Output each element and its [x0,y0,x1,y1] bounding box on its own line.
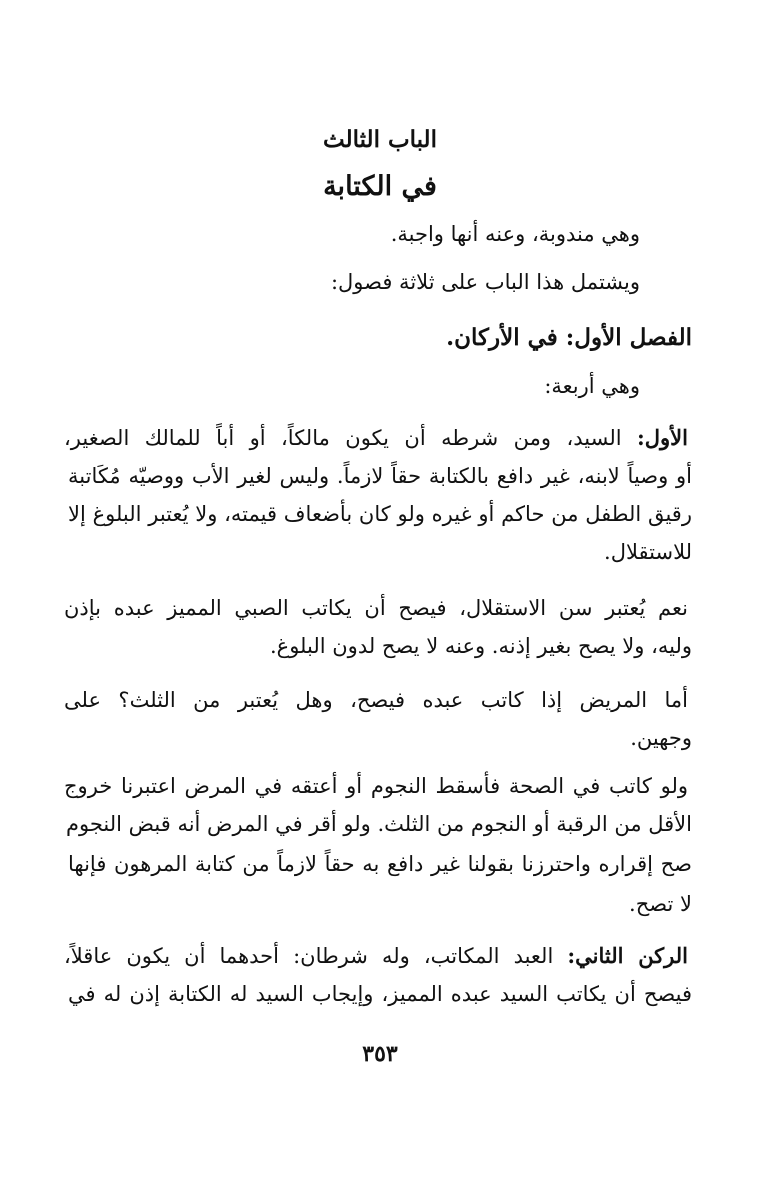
paragraph-sick-line-1: أما المريض إذا كاتب عبده فيصح، وهل يُعتبر من الثلث؟ على [64,688,688,712]
paragraph-health-line-2: الأقل من الرقبة أو النجوم من الثلث. ولو أقر في المرض أنه قبض النجوم [66,812,692,836]
paragraph-health-line-1: ولو كاتب في الصحة فأسقط النجوم أو أعتقه في المرض اعتبرنا خروج [64,774,688,798]
section-lead: وهي أربعة: [544,374,640,398]
paragraph-health-line-4: لا تصح. [629,892,692,916]
term-second: الركن الثاني: [567,943,688,968]
paragraph-first-line-3: رقيق الطفل من حاكم أو غيره ولو كان بأضعاف قيمته، ولا يُعتبر البلوغ إلا [68,502,692,526]
paragraph-health-line-3: صح إقراره واحترزنا بقولنا غير دافع به حقاً لازماً من كتابة المرهون فإنها [68,852,692,876]
chapter-title: الباب الثالث [323,126,437,153]
paragraph-sick-line-2: وجهين. [630,726,692,750]
paragraph-second-text: العبد المكاتب، وله شرطان: أحدهما أن يكون عاقلاً، [64,944,568,968]
paragraph-second-line-2: فيصح أن يكاتب السيد عبده المميز، وإيجاب السيد له الكتابة إذن له في [68,982,692,1006]
paragraph-second-line-1 [64,942,688,970]
paragraph-naam-line-2: وليه، ولا يصح بغير إذنه. وعنه لا يصح لدون البلوغ. [270,634,692,658]
intro-line-2: ويشتمل هذا الباب على ثلاثة فصول: [330,270,640,294]
paragraph-naam-line-1: نعم يُعتبر سن الاستقلال، فيصح أن يكاتب الصبي المميز عبده بإذن [64,596,688,620]
paragraph-first-line-4: للاستقلال. [604,540,692,564]
paragraph-first-line-2: أو وصياً لابنه، غير دافع بالكتابة حقاً لازماً. وليس لغير الأب ووصيّه مُكَاتبة [68,464,692,488]
intro-line-1: وهي مندوبة، وعنه أنها واجبة. [390,222,640,246]
term-first: الأول: [637,425,688,450]
page-number: ٣٥٣ [362,1041,398,1067]
chapter-subtitle: في الكتابة [323,171,437,202]
section-heading: الفصل الأول: في الأركان. [446,324,692,351]
paragraph-first-text: السيد، ومن شرطه أن يكون مالكاً، أو أباً للمالك الصغير، [64,426,638,450]
paragraph-first-line-1 [64,424,688,452]
